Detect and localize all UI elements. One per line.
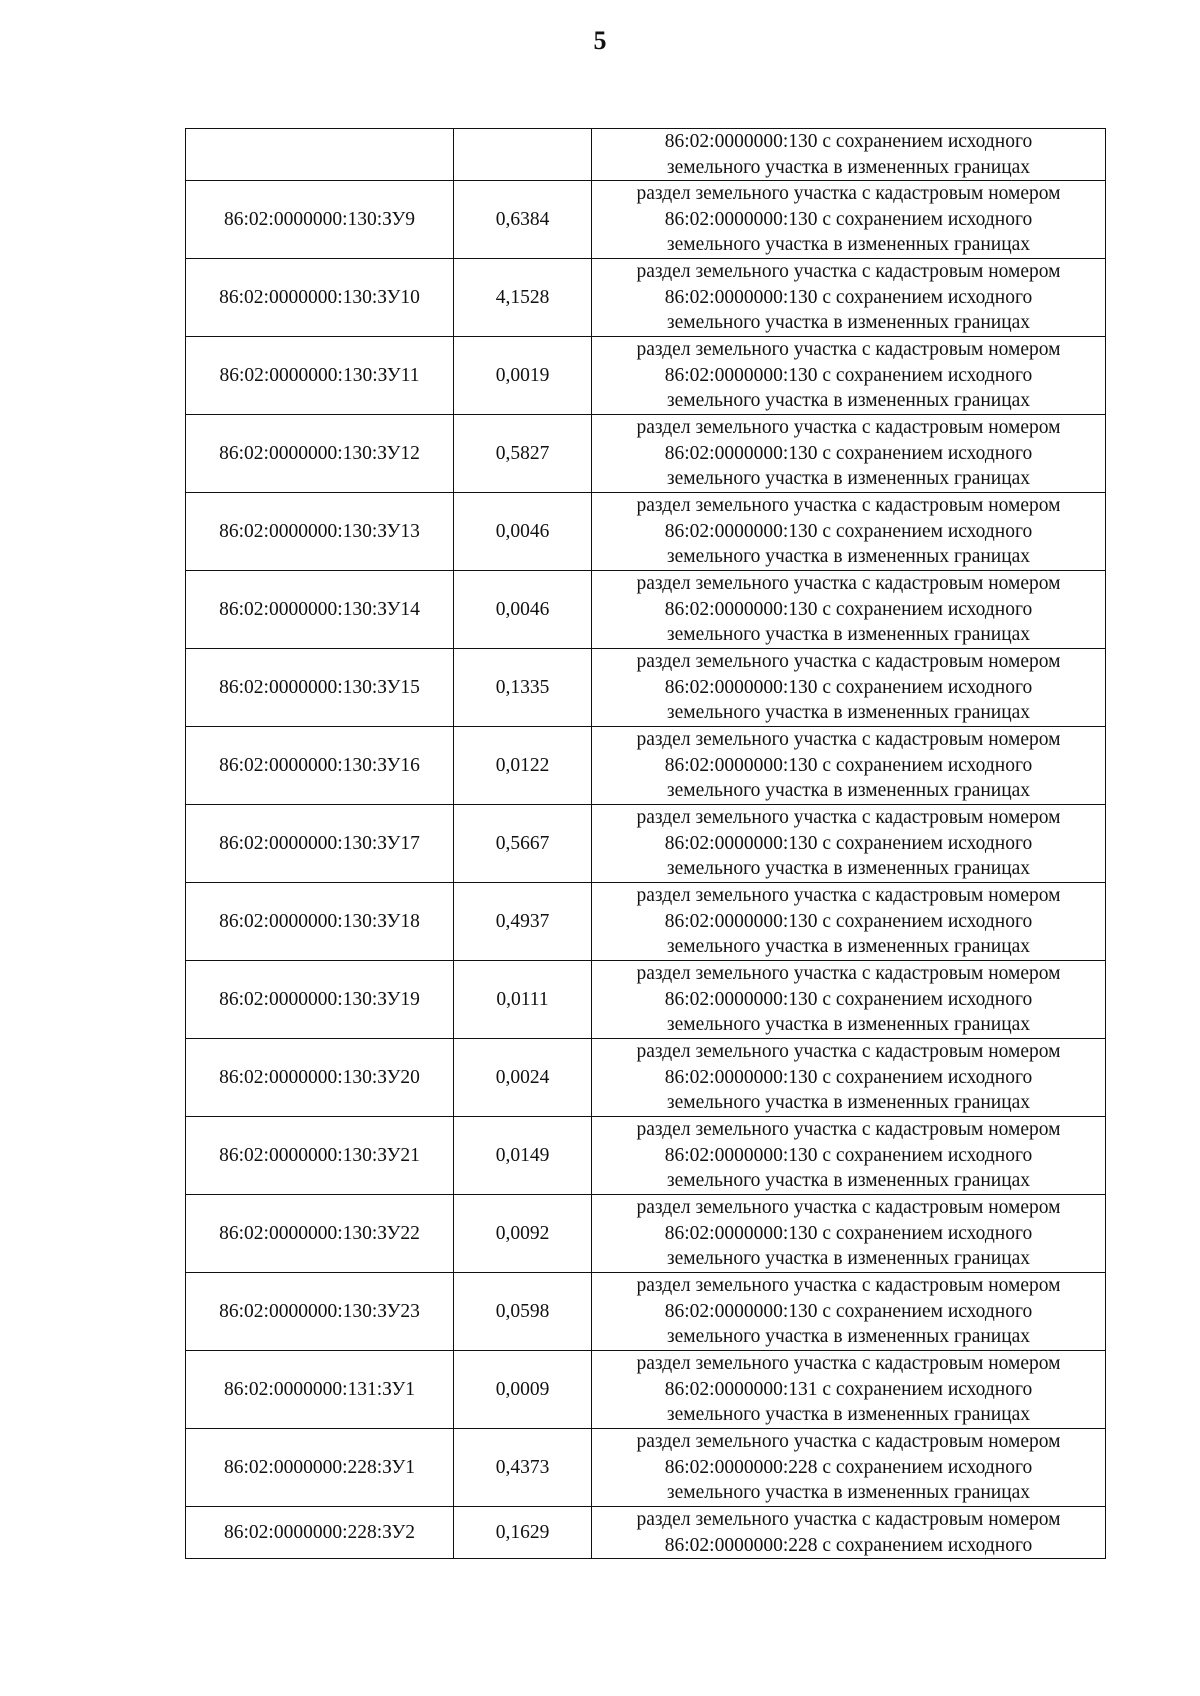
description-cell: раздел земельного участка с кадастровым номером 86:02:0000000:130 с сохранением исходного земельного участка в измененных границах	[592, 1195, 1106, 1273]
area-cell: 0,0111	[454, 961, 592, 1039]
land-parcels-table	[185, 128, 1106, 1559]
table-row	[186, 1351, 1106, 1429]
cadastral-number-cell: 86:02:0000000:130:ЗУ14	[186, 571, 454, 649]
area-cell: 0,1629	[454, 1507, 592, 1559]
table-row	[186, 1429, 1106, 1507]
description-cell: раздел земельного участка с кадастровым номером 86:02:0000000:130 с сохранением исходного земельного участка в измененных границах	[592, 649, 1106, 727]
description-cell: раздел земельного участка с кадастровым номером 86:02:0000000:130 с сохранением исходного земельного участка в измененных границах	[592, 727, 1106, 805]
description-cell: раздел земельного участка с кадастровым номером 86:02:0000000:130 с сохранением исходного земельного участка в измененных границах	[592, 961, 1106, 1039]
area-cell: 0,0092	[454, 1195, 592, 1273]
description-cell: раздел земельного участка с кадастровым номером 86:02:0000000:130 с сохранением исходного земельного участка в измененных границах	[592, 337, 1106, 415]
table-row	[186, 883, 1106, 961]
description-cell: раздел земельного участка с кадастровым номером 86:02:0000000:130 с сохранением исходного земельного участка в измененных границах	[592, 1273, 1106, 1351]
cadastral-number-cell: 86:02:0000000:130:ЗУ12	[186, 415, 454, 493]
table-row	[186, 1507, 1106, 1559]
cadastral-number-cell: 86:02:0000000:131:ЗУ1	[186, 1351, 454, 1429]
cadastral-number-cell: 86:02:0000000:228:ЗУ1	[186, 1429, 454, 1507]
table-row	[186, 259, 1106, 337]
page-number: 5	[593, 26, 607, 55]
description-cell: раздел земельного участка с кадастровым номером 86:02:0000000:130 с сохранением исходного земельного участка в измененных границах	[592, 883, 1106, 961]
description-cell: раздел земельного участка с кадастровым номером 86:02:0000000:130 с сохранением исходного земельного участка в измененных границах	[592, 493, 1106, 571]
area-cell: 0,4937	[454, 883, 592, 961]
description-cell: раздел земельного участка с кадастровым номером 86:02:0000000:228 с сохранением исходного	[592, 1507, 1106, 1559]
description-cell: 86:02:0000000:130 с сохранением исходного земельного участка в измененных границах	[592, 129, 1106, 181]
cadastral-number-cell: 86:02:0000000:130:ЗУ22	[186, 1195, 454, 1273]
table-body	[186, 129, 1106, 1559]
table-row	[186, 493, 1106, 571]
area-cell: 0,0046	[454, 571, 592, 649]
cadastral-number-cell: 86:02:0000000:130:ЗУ13	[186, 493, 454, 571]
cadastral-number-cell: 86:02:0000000:130:ЗУ23	[186, 1273, 454, 1351]
cadastral-number-cell: 86:02:0000000:130:ЗУ17	[186, 805, 454, 883]
table-row	[186, 727, 1106, 805]
area-cell: 0,5667	[454, 805, 592, 883]
description-cell: раздел земельного участка с кадастровым номером 86:02:0000000:130 с сохранением исходного земельного участка в измененных границах	[592, 1039, 1106, 1117]
area-cell: 0,5827	[454, 415, 592, 493]
table-row	[186, 1117, 1106, 1195]
description-cell: раздел земельного участка с кадастровым номером 86:02:0000000:228 с сохранением исходного земельного участка в измененных границах	[592, 1429, 1106, 1507]
area-cell: 0,0046	[454, 493, 592, 571]
cadastral-number-cell: 86:02:0000000:130:ЗУ21	[186, 1117, 454, 1195]
cadastral-number-cell: 86:02:0000000:130:ЗУ15	[186, 649, 454, 727]
cadastral-number-cell: 86:02:0000000:130:ЗУ20	[186, 1039, 454, 1117]
table-row	[186, 1195, 1106, 1273]
table-row	[186, 1039, 1106, 1117]
area-cell: 0,0009	[454, 1351, 592, 1429]
area-cell: 0,0019	[454, 337, 592, 415]
cadastral-number-cell: 86:02:0000000:130:ЗУ16	[186, 727, 454, 805]
cadastral-number-cell: 86:02:0000000:130:ЗУ19	[186, 961, 454, 1039]
description-cell: раздел земельного участка с кадастровым номером 86:02:0000000:130 с сохранением исходного земельного участка в измененных границах	[592, 1117, 1106, 1195]
cadastral-number-cell: 86:02:0000000:130:ЗУ10	[186, 259, 454, 337]
table-row	[186, 961, 1106, 1039]
table-row	[186, 1273, 1106, 1351]
description-cell: раздел земельного участка с кадастровым номером 86:02:0000000:130 с сохранением исходного земельного участка в измененных границах	[592, 571, 1106, 649]
cadastral-number-cell: 86:02:0000000:130:ЗУ18	[186, 883, 454, 961]
description-cell: раздел земельного участка с кадастровым номером 86:02:0000000:130 с сохранением исходного земельного участка в измененных границах	[592, 181, 1106, 259]
area-cell: 0,4373	[454, 1429, 592, 1507]
description-cell: раздел земельного участка с кадастровым номером 86:02:0000000:131 с сохранением исходного земельного участка в измененных границах	[592, 1351, 1106, 1429]
table-row	[186, 649, 1106, 727]
area-cell: 0,0122	[454, 727, 592, 805]
table-row	[186, 415, 1106, 493]
description-cell: раздел земельного участка с кадастровым номером 86:02:0000000:130 с сохранением исходного земельного участка в измененных границах	[592, 259, 1106, 337]
description-cell: раздел земельного участка с кадастровым номером 86:02:0000000:130 с сохранением исходного земельного участка в измененных границах	[592, 415, 1106, 493]
description-cell: раздел земельного участка с кадастровым номером 86:02:0000000:130 с сохранением исходного земельного участка в измененных границах	[592, 805, 1106, 883]
cadastral-number-cell: 86:02:0000000:130:ЗУ9	[186, 181, 454, 259]
table-row	[186, 805, 1106, 883]
area-cell: 0,0598	[454, 1273, 592, 1351]
table-row-continued	[186, 129, 1106, 181]
area-cell: 0,6384	[454, 181, 592, 259]
area-cell	[454, 129, 592, 181]
cadastral-number-cell	[186, 129, 454, 181]
area-cell: 0,0149	[454, 1117, 592, 1195]
area-cell: 0,0024	[454, 1039, 592, 1117]
table-row	[186, 571, 1106, 649]
table-row	[186, 337, 1106, 415]
table-row	[186, 181, 1106, 259]
cadastral-number-cell: 86:02:0000000:130:ЗУ11	[186, 337, 454, 415]
area-cell: 4,1528	[454, 259, 592, 337]
area-cell: 0,1335	[454, 649, 592, 727]
cadastral-number-cell: 86:02:0000000:228:ЗУ2	[186, 1507, 454, 1559]
